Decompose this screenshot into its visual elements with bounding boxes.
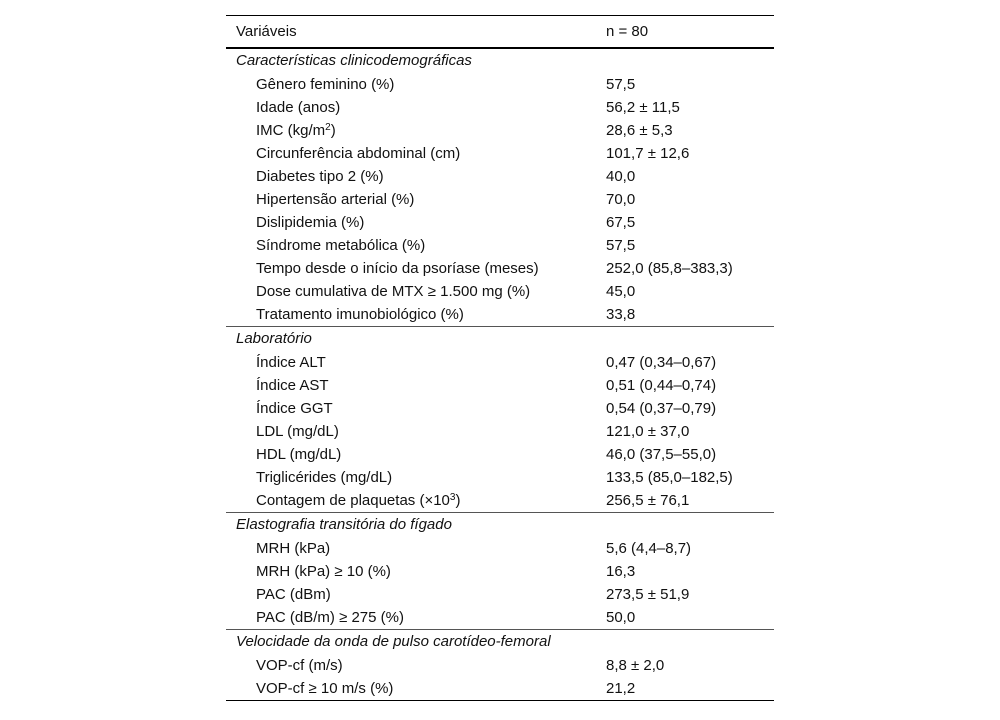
section-header xyxy=(226,513,774,537)
row-label xyxy=(256,466,392,489)
row-value: 33,8 xyxy=(606,306,636,323)
row-label xyxy=(256,257,539,280)
row-label-text: Gênero feminino (%) xyxy=(256,76,395,93)
table-row xyxy=(226,96,774,119)
row-label-text: VOP-cf ≥ 10 m/s (%) xyxy=(256,680,394,697)
section-title: Características clinicodemográficas xyxy=(236,52,472,69)
table-row xyxy=(226,677,774,700)
row-value: 46,0 (37,5–55,0) xyxy=(606,446,717,463)
section-title: Velocidade da onda de pulso carotídeo-femoral xyxy=(236,633,551,650)
row-label xyxy=(256,654,343,677)
table-row xyxy=(226,303,774,326)
table-row xyxy=(226,234,774,257)
row-label xyxy=(256,303,464,326)
section-title: Laboratório xyxy=(236,330,312,347)
row-label xyxy=(256,537,330,560)
table-row xyxy=(226,165,774,188)
table-row xyxy=(226,397,774,420)
section-header xyxy=(226,49,774,73)
row-value: 0,51 (0,44–0,74) xyxy=(606,377,717,394)
row-value: 101,7 ± 12,6 xyxy=(606,145,690,162)
table-row xyxy=(226,374,774,397)
row-label-text: MRH (kPa) ≥ 10 (%) xyxy=(256,563,391,580)
data-table xyxy=(226,15,774,701)
table-row xyxy=(226,606,774,629)
row-label-text: LDL (mg/dL) xyxy=(256,423,339,440)
row-label-superscript: 2 xyxy=(325,122,331,133)
section-title: Elastografia transitória do fígado xyxy=(236,516,452,533)
table-row xyxy=(226,420,774,443)
table-row xyxy=(226,583,774,606)
section-header xyxy=(226,630,774,654)
row-value: 56,2 ± 11,5 xyxy=(606,99,680,116)
table-row xyxy=(226,443,774,466)
row-label-text: Diabetes tipo 2 (%) xyxy=(256,168,384,185)
table-row xyxy=(226,537,774,560)
row-value: 0,54 (0,37–0,79) xyxy=(606,400,717,417)
table-row xyxy=(226,654,774,677)
row-label-text: Dose cumulativa de MTX ≥ 1.500 mg (%) xyxy=(256,283,531,300)
row-label-text: Triglicérides (mg/dL) xyxy=(256,469,393,486)
row-label-text: Índice GGT xyxy=(256,400,333,417)
row-label-text: Tempo desde o início da psoríase (meses) xyxy=(256,260,539,277)
row-label xyxy=(256,234,425,257)
row-label-text: Síndrome metabólica (%) xyxy=(256,237,426,254)
row-label xyxy=(256,188,414,211)
header-variables: Variáveis xyxy=(236,23,297,40)
row-label-text: HDL (mg/dL) xyxy=(256,446,342,463)
table-row xyxy=(226,466,774,489)
table-body xyxy=(226,49,774,700)
row-label-text: Hipertensão arterial (%) xyxy=(256,191,415,208)
row-value: 50,0 xyxy=(606,609,636,626)
row-label-text: PAC (dBm) xyxy=(256,586,331,603)
bottom-rule xyxy=(226,700,774,701)
row-label xyxy=(256,397,333,420)
row-value: 252,0 (85,8–383,3) xyxy=(606,260,733,277)
row-label xyxy=(256,443,341,466)
row-value: 45,0 xyxy=(606,283,636,300)
row-value: 70,0 xyxy=(606,191,636,208)
row-label-text: PAC (dB/m) ≥ 275 (%) xyxy=(256,609,404,626)
row-label xyxy=(256,211,364,234)
row-value: 273,5 ± 51,9 xyxy=(606,586,690,603)
row-value: 67,5 xyxy=(606,214,636,231)
row-label-text: Índice AST xyxy=(256,377,329,394)
table-row xyxy=(226,351,774,374)
table-row xyxy=(226,280,774,303)
row-label-text: Índice ALT xyxy=(256,354,326,371)
row-label-text: IMC (kg/m xyxy=(256,122,326,139)
row-label xyxy=(256,489,460,512)
row-label xyxy=(256,560,391,583)
table-row xyxy=(226,489,774,512)
row-label-text: Idade (anos) xyxy=(256,99,341,116)
row-label-text: VOP-cf (m/s) xyxy=(256,657,343,674)
row-value: 16,3 xyxy=(606,563,636,580)
table-row xyxy=(226,211,774,234)
row-label xyxy=(256,677,393,700)
row-label-end: ) xyxy=(330,122,336,139)
row-label-text: Circunferência abdominal (cm) xyxy=(256,145,461,162)
row-label xyxy=(256,73,394,96)
row-value: 256,5 ± 76,1 xyxy=(606,492,690,509)
row-value: 5,6 (4,4–8,7) xyxy=(606,540,692,557)
section-header xyxy=(226,327,774,351)
row-value: 28,6 ± 5,3 xyxy=(606,122,673,139)
row-label xyxy=(256,606,404,629)
table-row xyxy=(226,188,774,211)
table-row xyxy=(226,560,774,583)
table-row xyxy=(226,73,774,96)
header-row xyxy=(226,16,774,47)
row-value: 57,5 xyxy=(606,237,636,254)
row-label xyxy=(256,374,329,397)
row-label xyxy=(256,420,339,443)
table-row xyxy=(226,142,774,165)
row-label-text: Contagem de plaquetas (×10 xyxy=(256,492,450,509)
row-label xyxy=(256,583,331,606)
row-label xyxy=(256,96,340,119)
row-label xyxy=(256,165,384,188)
row-value: 8,8 ± 2,0 xyxy=(606,657,665,674)
row-label-text: Dislipidemia (%) xyxy=(256,214,365,231)
row-value: 21,2 xyxy=(606,680,636,697)
row-label xyxy=(256,280,530,303)
table-row xyxy=(226,119,774,142)
row-label xyxy=(256,119,336,142)
row-label-end: ) xyxy=(455,492,461,509)
row-label xyxy=(256,351,326,374)
header-n: n = 80 xyxy=(606,23,649,40)
row-value: 0,47 (0,34–0,67) xyxy=(606,354,717,371)
row-label-text: Tratamento imunobiológico (%) xyxy=(256,306,464,323)
table-row xyxy=(226,257,774,280)
row-label xyxy=(256,142,460,165)
row-value: 133,5 (85,0–182,5) xyxy=(606,469,733,486)
row-value: 40,0 xyxy=(606,168,636,185)
row-value: 121,0 ± 37,0 xyxy=(606,423,690,440)
row-value: 57,5 xyxy=(606,76,636,93)
row-label-superscript: 3 xyxy=(449,492,456,503)
row-label-text: MRH (kPa) xyxy=(256,540,331,557)
